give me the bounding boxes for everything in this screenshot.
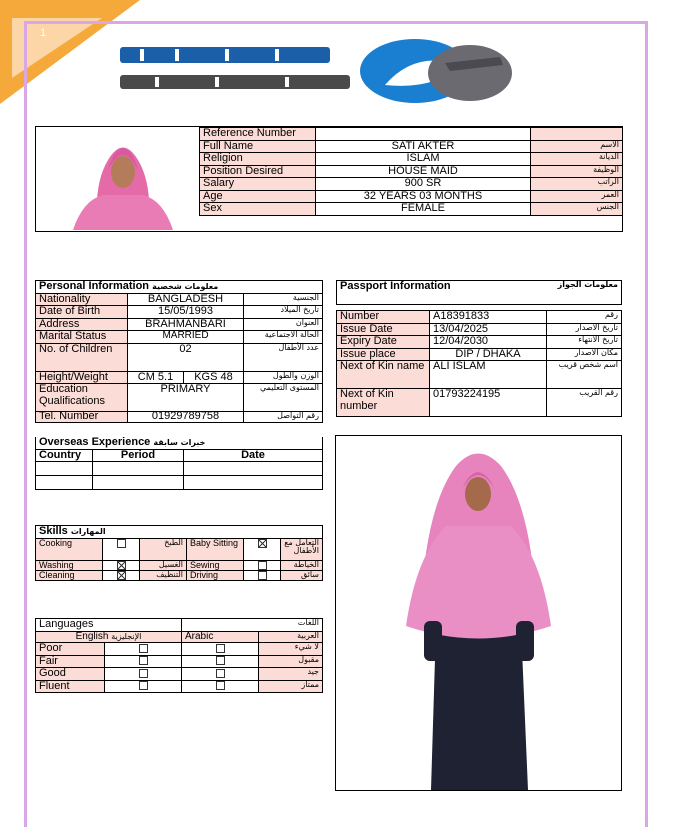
label-ar: الجنس [530,203,622,216]
skill-label-ar: الغسيل [140,560,187,570]
skill-checkbox [244,560,281,570]
checkbox-icon [216,681,225,690]
section-title-ar: معلومات الجواز [557,280,618,289]
overseas-experience-table [35,437,323,490]
checkbox-icon [258,561,267,570]
label-ar: تاريخ الميلاد [244,306,323,319]
checkbox-icon [117,539,126,548]
language-arabic: Arabic [182,631,259,643]
label-ar: الجنسية [244,293,323,306]
skill-label-ar: التعامل مع الأطفال [281,538,323,560]
table-row [36,538,323,560]
value: DIP / DHAKA [430,348,547,361]
value: PRIMARY [128,384,244,412]
checkbox-icon [139,669,148,678]
table-row [36,680,323,693]
label: Sex [200,203,316,216]
skill-checkbox [103,538,140,560]
value: HOUSE MAID [316,165,531,178]
table-row [36,655,323,668]
label-ar: الحالة الاجتماعية [244,331,323,344]
label: Date of Birth [36,306,128,319]
checkbox-icon [139,681,148,690]
table-row [36,306,323,319]
table-row [36,570,323,580]
checkbox-icon [216,669,225,678]
label: Next of Kin name [337,361,430,389]
skill-label: Driving [187,570,244,580]
label-ar: رقم القريب [547,389,622,417]
skill-checkbox [103,560,140,570]
table-row [200,178,623,191]
language-arabic-ar: العربية [259,631,323,643]
table-row [36,476,323,490]
column-header: Period [93,449,184,462]
label-ar: عدد الأطفال [244,343,323,371]
arabic-checkbox [182,668,259,681]
label: Issue Date [337,323,430,336]
table-row [36,643,323,656]
value: 900 SR [316,178,531,191]
level-label-ar: ممتاز [259,680,323,693]
checkbox-icon [216,644,225,653]
skill-label: Cleaning [36,570,103,580]
label-ar: الراتب [530,178,622,191]
level-label: Fluent [36,680,105,693]
english-checkbox [105,655,182,668]
languages-table [35,618,323,693]
checkbox-icon [216,656,225,665]
value: ALI ISLAM [430,361,547,389]
label: Age [200,190,316,203]
label: Expiry Date [337,336,430,349]
arabic-checkbox [182,643,259,656]
label-ar: اسم شخص قريب [547,361,622,389]
section-title-row [337,281,622,305]
value: BANGLADESH [128,293,244,306]
table-row [36,371,323,384]
label: Nationality [36,293,128,306]
label: Number [337,311,430,324]
company-logo [115,35,515,107]
checkbox-icon [258,571,267,580]
table-row [36,318,323,331]
table-row [200,190,623,203]
level-label-ar: مقبول [259,655,323,668]
table-row [36,560,323,570]
label: No. of Children [36,343,128,371]
table-row [200,165,623,178]
label-ar: العنوان [244,318,323,331]
table-row [337,361,622,389]
personal-info-table [35,280,323,423]
label-ar: الوظيفة [530,165,622,178]
label: Religion [200,153,316,166]
label: Height/Weight [36,371,128,384]
table-row [36,412,323,423]
label: Education Qualifications [36,384,128,412]
table-row [36,668,323,681]
value: 01793224195 [430,389,547,417]
table-row [337,323,622,336]
table-row [337,336,622,349]
section-title-ar: اللغات [182,619,323,632]
label-ar: تاريخ الانتهاء [547,336,622,349]
column-header: Country [36,449,93,462]
passport-info-table [336,280,622,417]
label-ar: مكان الاصدار [547,348,622,361]
value: CM 5.1 [128,371,184,384]
level-label: Fair [36,655,105,668]
arabic-checkbox [182,680,259,693]
label-ar: الوزن والطول [244,371,323,384]
header-info-table [199,127,623,216]
skills-table [35,525,323,581]
section-title: Passport Information [340,280,451,292]
section-title: Skills [39,525,68,537]
skill-checkbox [103,570,140,580]
table-header-row [36,449,323,462]
label-ar: رقم [547,311,622,324]
language-english-ar: الإنجليزية [111,631,142,641]
table-row [200,153,623,166]
value: FEMALE [316,203,531,216]
label-ar: العمر [530,190,622,203]
level-label: Poor [36,643,105,656]
value: 12/04/2030 [430,336,547,349]
label-ar: المستوى التعليمي [244,384,323,412]
label: Next of Kin number [337,389,430,417]
skill-label: Baby Sitting [187,538,244,560]
table-row [200,128,623,141]
page-number: 1 [40,27,47,39]
value: ISLAM [316,153,531,166]
checkbox-checked-icon [117,571,126,580]
label: Tel. Number [36,412,128,423]
checkbox-icon [139,644,148,653]
section-title: Personal Information [39,280,150,292]
skill-label-ar: سائق [281,570,323,580]
english-checkbox [105,643,182,656]
section-title-ar: خبرات سابقة [153,438,206,447]
table-row [36,343,323,371]
label: Position Desired [200,165,316,178]
value: MARRIED [128,331,244,344]
section-title-ar: المهارات [70,527,106,536]
skill-label-ar: الخياطة [281,560,323,570]
section-title: Overseas Experience [39,436,151,448]
label-ar: الديانة [530,153,622,166]
value: A18391833 [430,311,547,324]
label: Full Name [200,140,316,153]
label: Address [36,318,128,331]
table-header-row [36,631,323,643]
level-label-ar: جيد [259,668,323,681]
profile-photo [68,130,178,230]
label: Reference Number [200,128,316,141]
english-checkbox [105,680,182,693]
value: SATI AKTER [316,140,531,153]
language-english: English [75,630,109,642]
value: 02 [128,343,244,371]
english-checkbox [105,668,182,681]
table-row [36,331,323,344]
section-title-row [36,526,323,539]
label: Issue place [337,348,430,361]
checkbox-checked-icon [117,561,126,570]
level-label: Good [36,668,105,681]
table-row [200,203,623,216]
value: 15/05/1993 [128,306,244,319]
value: BRAHMANBARI [128,318,244,331]
section-title-row [36,437,323,449]
table-row [337,348,622,361]
value: 32 YEARS 03 MONTHS [316,190,531,203]
table-row [36,293,323,306]
checkbox-icon [139,656,148,665]
section-title-row [36,281,323,294]
table-row [36,462,323,476]
section-title: Languages [36,619,182,632]
table-row [200,140,623,153]
label-ar: الاسم [530,140,622,153]
value [316,128,531,141]
skill-label: Cooking [36,538,103,560]
label-ar: تاريخ الاصدار [547,323,622,336]
skill-checkbox [244,538,281,560]
label: Marital Status [36,331,128,344]
skill-label-ar: الطبخ [140,538,187,560]
checkbox-checked-icon [258,539,267,548]
label-ar: رقم التواصل [244,412,323,423]
skill-label: Washing [36,560,103,570]
full-body-photo [335,435,622,791]
table-row [337,311,622,324]
skill-label: Sewing [187,560,244,570]
table-row [36,384,323,412]
value: 13/04/2025 [430,323,547,336]
label-ar [530,128,622,141]
skill-checkbox [244,570,281,580]
label: Salary [200,178,316,191]
value-2: KGS 48 [183,371,243,384]
section-title-ar: معلومات شخصية [152,282,219,291]
table-row [337,389,622,417]
level-label-ar: لا شيء [259,643,323,656]
value: 01929789758 [128,412,244,423]
skill-label-ar: التنظيف [140,570,187,580]
section-title-row [36,619,323,632]
arabic-checkbox [182,655,259,668]
column-header: Date [184,449,323,462]
